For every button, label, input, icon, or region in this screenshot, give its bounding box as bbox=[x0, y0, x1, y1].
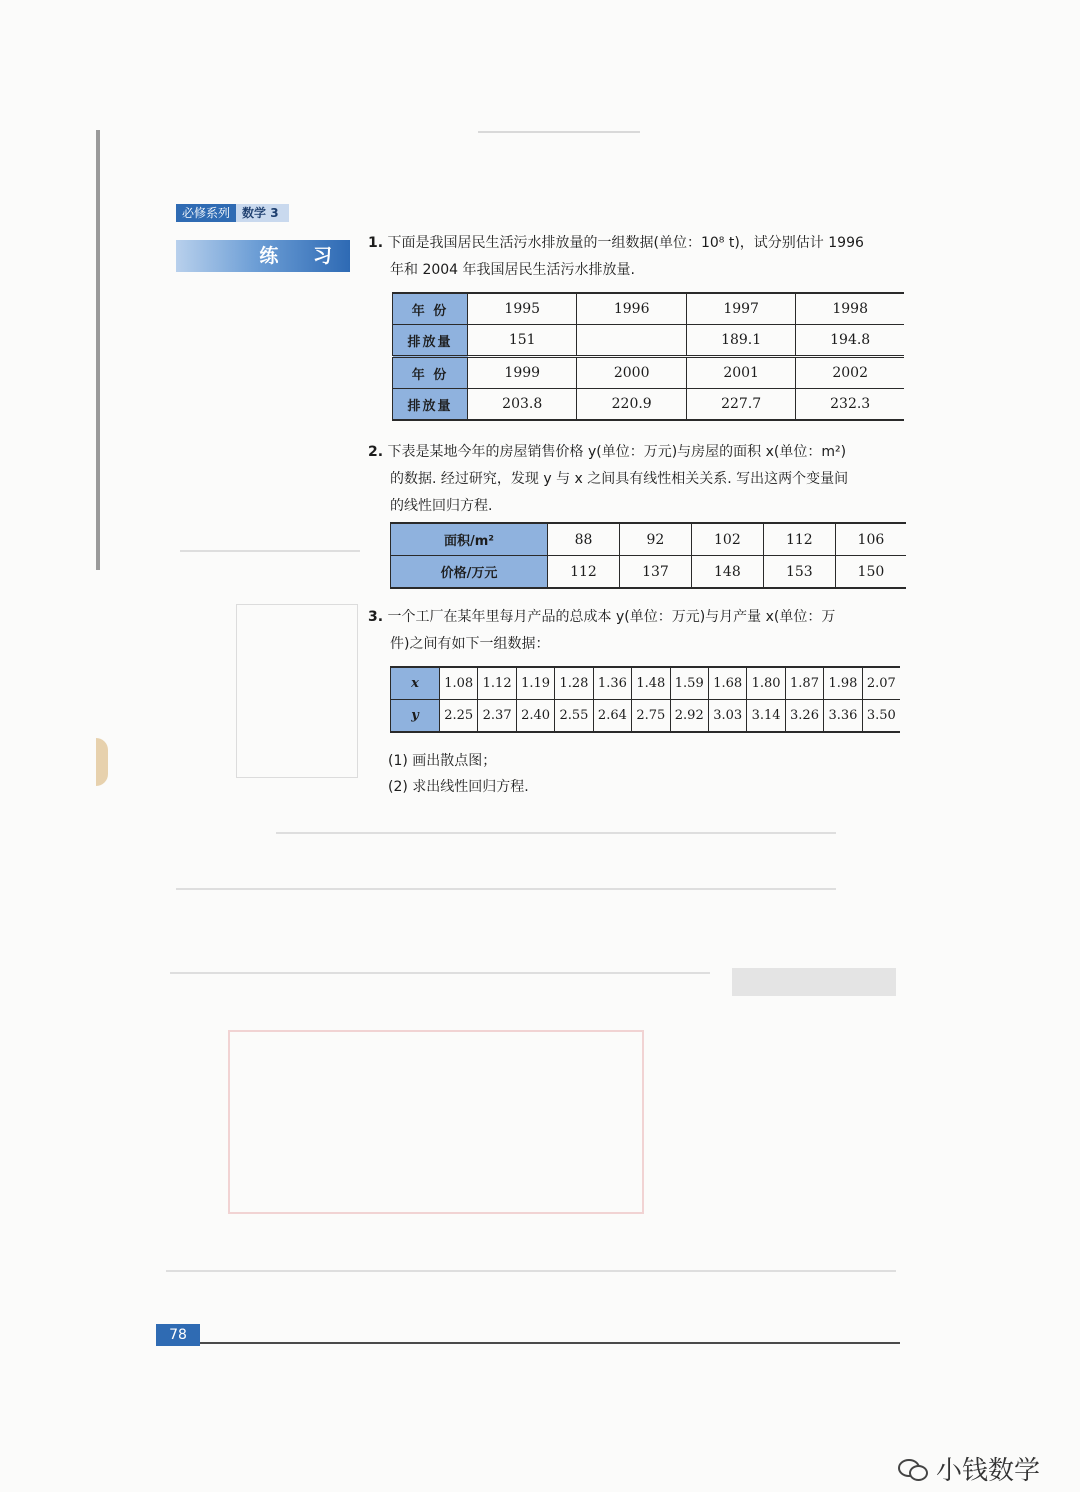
table-cell: 102 bbox=[691, 523, 763, 556]
question-3-sub-1: (1) 画出散点图； bbox=[388, 753, 497, 769]
bleed-through-line bbox=[170, 972, 710, 974]
table-cell: 1.48 bbox=[632, 667, 670, 700]
table-cell: 1.68 bbox=[708, 667, 746, 700]
bleed-through-line bbox=[276, 832, 836, 834]
watermark bbox=[898, 1450, 1040, 1487]
section-banner: 练 习 bbox=[176, 240, 350, 272]
bleed-through-line bbox=[180, 550, 360, 552]
book-spine-shadow bbox=[96, 130, 100, 570]
page-number: 78 bbox=[156, 1324, 200, 1346]
row-label-area: 面积/m² bbox=[391, 523, 548, 556]
table-cell: 2.07 bbox=[862, 667, 900, 700]
question-2-line-1 bbox=[368, 439, 908, 466]
table-cell: 194.8 bbox=[796, 325, 904, 357]
top-rule bbox=[478, 131, 640, 133]
table-cell: 2.25 bbox=[440, 700, 478, 733]
bleed-through-line bbox=[166, 1270, 896, 1272]
table-row bbox=[393, 389, 905, 421]
table-cell: 203.8 bbox=[468, 389, 577, 421]
table-cell: 3.03 bbox=[708, 700, 746, 733]
table-cell: 2.40 bbox=[516, 700, 554, 733]
question-3-line-1 bbox=[368, 604, 908, 631]
table-cell: 1.80 bbox=[747, 667, 785, 700]
page-stain bbox=[96, 738, 108, 786]
question-3-text-1: 一个工厂在某年里每月产品的总成本 y(单位：万元)与月产量 x(单位：万 bbox=[387, 609, 836, 625]
table-cell: 106 bbox=[835, 523, 906, 556]
question-3-sub-2: (2) 求出线性回归方程. bbox=[388, 779, 529, 795]
question-1-line-2: 年和 2004 年我国居民生活污水排放量. bbox=[390, 262, 635, 278]
table-cell: 1995 bbox=[468, 293, 577, 325]
row-label-amount: 排放量 bbox=[393, 389, 468, 421]
table-cell: 232.3 bbox=[796, 389, 904, 421]
table-cell: 1.59 bbox=[670, 667, 708, 700]
row-label-x: x bbox=[391, 667, 440, 700]
table-row bbox=[393, 325, 905, 357]
question-2-number: 2. bbox=[368, 444, 384, 460]
footer-rule bbox=[200, 1342, 900, 1344]
bleed-through-line bbox=[176, 888, 836, 890]
table-cell: 151 bbox=[468, 325, 577, 357]
bleed-through-box bbox=[228, 1030, 644, 1214]
table-cell: 220.9 bbox=[577, 389, 686, 421]
table-cell: 2002 bbox=[796, 357, 904, 389]
house-price-table bbox=[390, 522, 906, 589]
table-cell: 3.36 bbox=[824, 700, 862, 733]
table-row bbox=[391, 667, 901, 700]
question-1-number: 1. bbox=[368, 235, 384, 251]
table-cell: 1999 bbox=[468, 357, 577, 389]
table-cell: 92 bbox=[619, 523, 691, 556]
table-cell: 150 bbox=[835, 556, 906, 589]
question-2-line-3: 的线性回归方程. bbox=[390, 498, 493, 514]
table-cell: 2001 bbox=[686, 357, 795, 389]
table-cell: 112 bbox=[548, 556, 620, 589]
question-2-line-2: 的数据. 经过研究，发现 y 与 x 之间具有线性相关关系. 写出这两个变量间 bbox=[390, 471, 849, 487]
table-cell: 3.26 bbox=[785, 700, 823, 733]
emission-table bbox=[392, 292, 904, 421]
question-3-number: 3. bbox=[368, 609, 384, 625]
row-label-year: 年 份 bbox=[393, 293, 468, 325]
table-cell: 88 bbox=[548, 523, 620, 556]
table-row bbox=[393, 357, 905, 389]
table-cell: 227.7 bbox=[686, 389, 795, 421]
table-cell bbox=[577, 325, 686, 357]
question-1-line-1 bbox=[368, 230, 908, 257]
table-cell: 2000 bbox=[577, 357, 686, 389]
bleed-through-banner bbox=[732, 968, 896, 996]
row-label-y: y bbox=[391, 700, 440, 733]
row-label-amount: 排放量 bbox=[393, 325, 468, 357]
question-1-text-1: 下面是我国居民生活污水排放量的一组数据(单位：10⁸ t)，试分别估计 1996 bbox=[387, 235, 864, 251]
table-cell: 148 bbox=[691, 556, 763, 589]
table-cell: 1.28 bbox=[555, 667, 593, 700]
table-cell: 1998 bbox=[796, 293, 904, 325]
table-row bbox=[391, 700, 901, 733]
question-3 bbox=[368, 604, 908, 658]
question-2-text-1: 下表是某地今年的房屋销售价格 y(单位：万元)与房屋的面积 x(单位：m²) bbox=[387, 444, 847, 460]
table-cell: 112 bbox=[763, 523, 835, 556]
table-cell: 3.50 bbox=[862, 700, 900, 733]
book-label: 数学 3 bbox=[236, 204, 289, 222]
table-row bbox=[393, 293, 905, 325]
table-cell: 189.1 bbox=[686, 325, 795, 357]
table-row bbox=[391, 556, 907, 589]
watermark-text: 小钱数学 bbox=[936, 1456, 1041, 1486]
table-cell: 2.75 bbox=[632, 700, 670, 733]
table-cell: 3.14 bbox=[747, 700, 785, 733]
question-2 bbox=[368, 439, 908, 520]
table-cell: 1.87 bbox=[785, 667, 823, 700]
cost-output-table bbox=[390, 666, 900, 733]
row-label-price: 价格/万元 bbox=[391, 556, 548, 589]
wechat-icon bbox=[898, 1457, 928, 1481]
table-cell: 1996 bbox=[577, 293, 686, 325]
table-cell: 2.55 bbox=[555, 700, 593, 733]
series-tag bbox=[176, 204, 289, 222]
table-row bbox=[391, 523, 907, 556]
table-cell: 137 bbox=[619, 556, 691, 589]
row-label-year: 年 份 bbox=[393, 357, 468, 389]
question-3-line-2: 件)之间有如下一组数据： bbox=[390, 636, 550, 652]
table-cell: 1.19 bbox=[516, 667, 554, 700]
table-cell: 153 bbox=[763, 556, 835, 589]
table-cell: 2.37 bbox=[478, 700, 516, 733]
table-cell: 1.98 bbox=[824, 667, 862, 700]
table-cell: 2.64 bbox=[593, 700, 631, 733]
table-cell: 2.92 bbox=[670, 700, 708, 733]
table-cell: 1997 bbox=[686, 293, 795, 325]
question-1 bbox=[368, 230, 908, 284]
bleed-through-box bbox=[236, 604, 358, 778]
table-cell: 1.08 bbox=[440, 667, 478, 700]
table-cell: 1.12 bbox=[478, 667, 516, 700]
series-label: 必修系列 bbox=[176, 204, 236, 222]
table-cell: 1.36 bbox=[593, 667, 631, 700]
